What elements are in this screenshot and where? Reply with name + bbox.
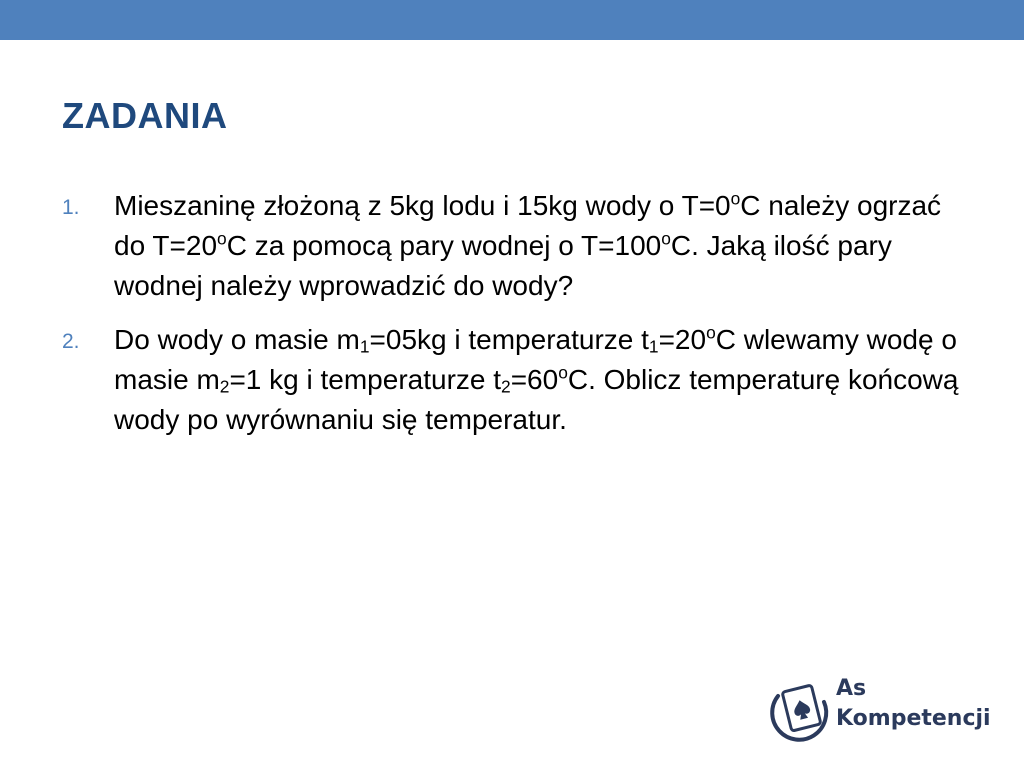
- text-run: C za pomocą pary wodnej o T=100: [226, 230, 662, 261]
- text-run: Do wody o masie m: [114, 324, 360, 355]
- superscript: o: [217, 228, 227, 249]
- subscript: 2: [501, 376, 511, 397]
- subscript: 1: [359, 336, 370, 357]
- slide-title: ZADANIA: [62, 95, 228, 136]
- task-item-1: [62, 186, 972, 306]
- text-run: C. Oblicz temperaturę końcową wody po wyrównaniu się temperatur.: [114, 364, 959, 435]
- subscript: 2: [219, 376, 230, 397]
- task-text: [114, 186, 972, 306]
- logo-line-2: Kompetencji: [836, 706, 991, 731]
- task-list: [62, 186, 972, 454]
- text-run: C wlewamy wodę o masie m: [114, 324, 957, 395]
- text-run: C. Jaką ilość pary wodnej należy wprowadzić do wody?: [114, 230, 892, 301]
- superscript: o: [558, 362, 568, 383]
- subscript: 1: [648, 336, 659, 357]
- top-accent-bar: [0, 0, 1024, 40]
- text-run: =05kg i temperaturze t: [369, 324, 649, 355]
- text-run: =1 kg i temperaturze t: [229, 364, 502, 395]
- superscript: o: [661, 228, 671, 249]
- text-run: =60: [510, 364, 559, 395]
- text-run: C należy ogrzać do T=20: [114, 190, 942, 261]
- task-number: 1.: [62, 196, 80, 219]
- superscript: o: [706, 322, 716, 343]
- task-text: [114, 320, 972, 440]
- text-run: =20: [658, 324, 707, 355]
- text-run: Mieszaninę złożoną z 5kg lodu i 15kg wody o T=0: [114, 190, 731, 221]
- superscript: o: [730, 188, 741, 209]
- logo-line-1: As: [836, 676, 867, 701]
- task-number: 2.: [62, 330, 80, 353]
- as-kompetencji-logo: [768, 672, 998, 748]
- logo-text: [836, 674, 991, 734]
- card-spade-logo-icon: [768, 674, 832, 744]
- task-item-2: [62, 320, 972, 440]
